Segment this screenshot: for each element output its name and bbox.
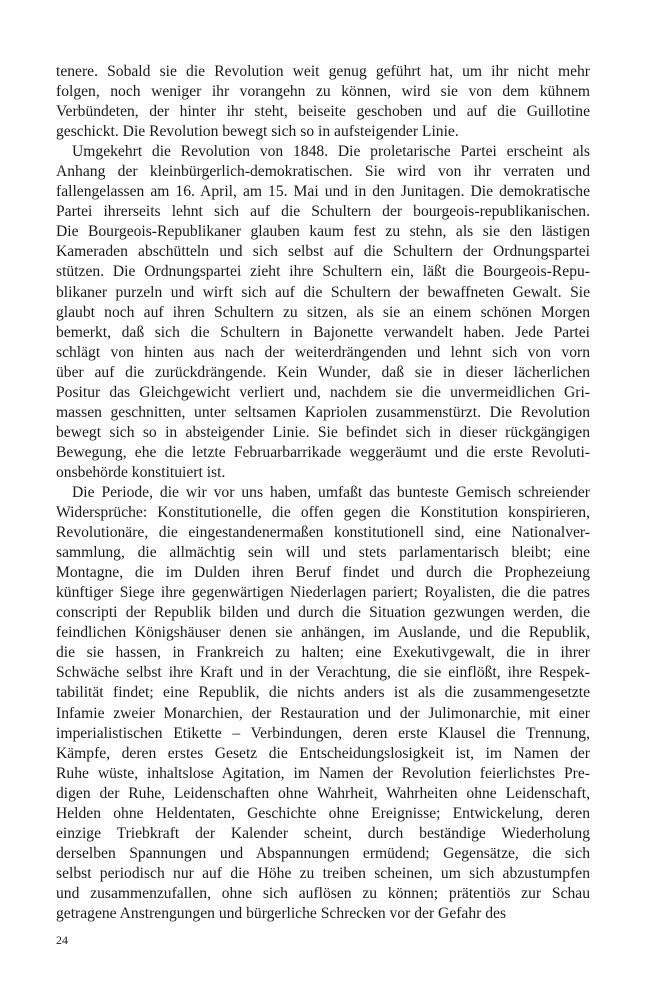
text-line: Infamie zweier Monarchien, der Restauration und der Julimonarchie, mit einer [56, 704, 590, 722]
text-line: einzige Triebkraft der Kalender scheint, durch beständige Wiederholung [56, 824, 590, 842]
text-line: Positur das Gleichgewicht verliert und, nachdem sie die unvermeidlichen Gri- [56, 383, 590, 401]
text-line: und zusammenzufallen, ohne sich auflösen zu können; prätentiös zur Schau [56, 884, 590, 902]
text-line: künftiger Siege ihre gegenwärtigen Niederlagen pariert; Royalisten, die die patres [56, 584, 590, 602]
text-line: digen der Ruhe, Leidenschaften ohne Wahrheit, Wahrheiten ohne Leidenschaft, [56, 784, 590, 802]
text-line: Ruhe wüste, inhaltslose Agitation, im Namen der Revolution feierlichstes Pre- [56, 764, 590, 782]
text-line: onsbehörde konstituiert ist. [56, 463, 226, 481]
text-line: getragene Anstrengungen und bürgerliche Schrecken vor der Gefahr des [56, 904, 507, 922]
paragraph [56, 142, 590, 483]
text-line: Partei ihrerseits lehnt sich auf die Schultern der bourgeois-republikanischen. [56, 203, 590, 221]
text-line: selbst periodisch nur auf die Höhe zu treiben scheinen, um sich abzustumpfen [56, 864, 590, 882]
text-line: blikaner purzeln und wirft sich auf die Schultern der bewaffneten Gewalt. Sie [56, 283, 590, 301]
text-line: derselben Spannungen und Abspannungen ermüdend; Gegensätze, die sich [56, 844, 590, 862]
paragraph [56, 483, 590, 924]
text-line: Anhang der kleinbürgerlich-demokratischen. Sie wird von ihr verraten und [56, 163, 590, 181]
text-line: folgen, noch weniger ihr vorangehn zu können, wird sie von dem kühnem [56, 83, 590, 101]
text-line: Revolutionäre, die eingestandenermaßen konstitutionell sind, eine Nationalver- [56, 524, 590, 542]
text-line: bewegt sich so in absteigender Linie. Sie befindet sich in dieser rückgängigen [56, 423, 590, 441]
text-line: Kämpfe, deren erstes Gesetz die Entscheidungslosigkeit ist, im Namen der [56, 744, 590, 762]
page-number: 24 [56, 933, 68, 947]
text-line: sammlung, die allmächtig sein will und stets parlamentarisch bleibt; eine [56, 544, 590, 562]
text-line: imperialistischen Etikette – Verbindungen, deren erste Klausel die Trennung, [56, 724, 590, 742]
paragraph [56, 62, 590, 142]
text-line: Helden ohne Heldentaten, Geschichte ohne Ereignisse; Entwickelung, deren [56, 804, 590, 822]
text-line: über auf die zurückdrängende. Kein Wunder, daß sie in dieser lächerlichen [56, 363, 590, 381]
text-line: bemerkt, daß sich die Schultern in Bajonette verwandelt haben. Jede Partei [56, 323, 590, 341]
text-line: Die Periode, die wir vor uns haben, umfaßt das bunteste Gemisch schreiender [72, 483, 590, 501]
text-line: tabilität findet; eine Republik, die nichts anders ist als die zusammengesetzte [56, 684, 590, 702]
body-text [56, 62, 590, 924]
text-line: feindlichen Königshäuser denen sie anhängen, im Auslande, und die Republik, [56, 624, 590, 642]
text-line: die sie hassen, in Frankreich zu halten; eine Exekutivgewalt, die in ihrer [56, 644, 590, 662]
text-line: stützen. Die Ordnungspartei zieht ihre Schultern ein, läßt die Bourgeois-Repu- [56, 263, 590, 281]
text-line: tenere. Sobald sie die Revolution weit genug geführt hat, um ihr nicht mehr [56, 63, 590, 80]
text-line: glaubt noch auf ihren Schultern zu sitzen, als sie an einem schönen Morgen [56, 303, 590, 321]
text-line: Verbündeten, der hinter ihr steht, beiseite geschoben und auf die Guillotine [56, 103, 590, 121]
text-line: fallengelassen am 16. April, am 15. Mai und in den Junitagen. Die demokratische [56, 183, 590, 201]
text-line: Widersprüche: Konstitutionelle, die offen gegen die Konstitution konspirieren, [56, 504, 590, 522]
text-line: Kameraden abschütteln und sich selbst auf die Schultern der Ordnungspartei [56, 243, 590, 261]
text-line: Schwäche selbst ihre Kraft und in der Verachtung, die sie einflößt, ihre Respek- [56, 664, 590, 682]
text-line: Die Bourgeois-Republikaner glauben kaum fest zu stehn, als sie den lästigen [56, 223, 590, 241]
text-line: Bewegung, ehe die letzte Februarbarrikade weggeräumt und die erste Revoluti- [56, 443, 590, 461]
text-line: geschickt. Die Revolution bewegt sich so in aufsteigender Linie. [56, 123, 459, 141]
text-line: schlägt von hinten aus nach der weiterdrängenden und lehnt sich von vorn [56, 343, 590, 361]
text-line: Montagne, die im Dulden ihren Beruf findet und durch die Prophezeiung [56, 564, 590, 582]
text-line: Umgekehrt die Revolution von 1848. Die proletarische Partei erscheint als [72, 143, 590, 161]
text-line: massen geschnitten, unter seltsamen Kapriolen zusammenstürzt. Die Revolution [56, 403, 590, 421]
text-line: conscripti der Republik bilden und durch die Situation gezwungen werden, die [56, 604, 590, 622]
